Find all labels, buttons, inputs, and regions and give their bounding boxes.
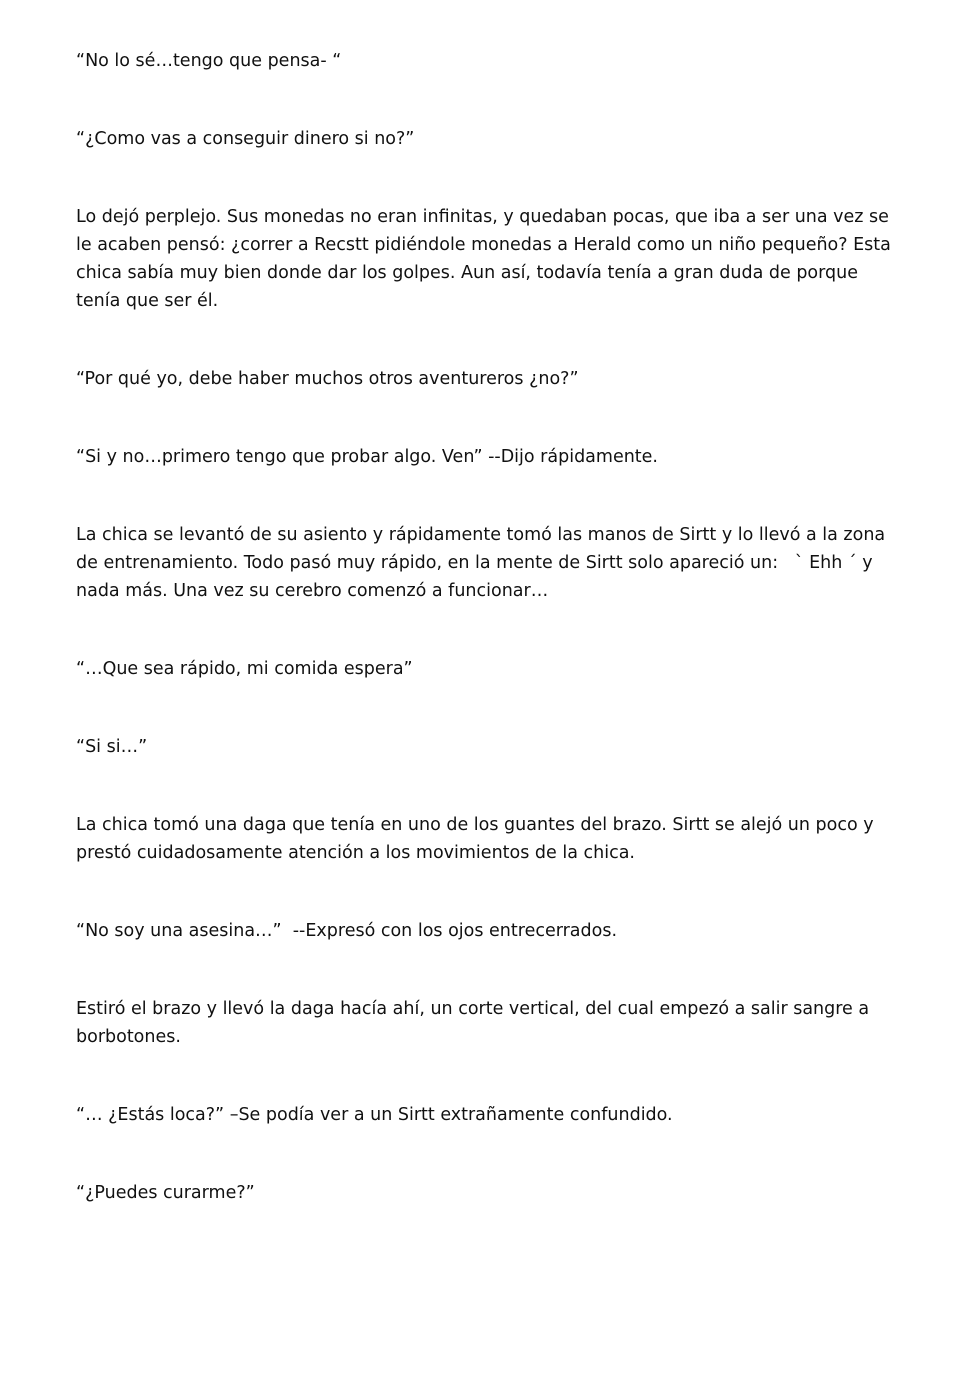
paragraph-13: “¿Puedes curarme?” xyxy=(76,1183,255,1203)
paragraph-2: “¿Como vas a conseguir dinero si no?” xyxy=(76,129,415,149)
paragraph-7: “…Que sea rápido, mi comida espera” xyxy=(76,659,413,679)
paragraph-1: “No lo sé…tengo que pensa- “ xyxy=(76,51,342,71)
paragraph-11: Estiró el brazo y llevó la daga hacía ahí, un corte vertical, del cual empezó a salir sangre a borbotones. xyxy=(76,999,870,1047)
paragraph-12: “… ¿Estás loca?” –Se podía ver a un Sirtt extrañamente confundido. xyxy=(76,1105,673,1125)
paragraph-6: La chica se levantó de su asiento y rápidamente tomó las manos de Sirtt y lo llevó a la zona de entrenamiento. Todo pasó muy rápido, en la mente de Sirtt solo apareció un: ` Ehh ´ y nada más. Una vez su cerebro comenzó a funcionar… xyxy=(76,525,891,601)
paragraph-5: “Si y no…primero tengo que probar algo. Ven” --Dijo rápidamente. xyxy=(76,447,658,467)
paragraph-4: “Por qué yo, debe haber muchos otros aventureros ¿no?” xyxy=(76,369,579,389)
paragraph-10: “No soy una asesina…” --Expresó con los ojos entrecerrados. xyxy=(76,921,618,941)
paragraph-3: Lo dejó perplejo. Sus monedas no eran infinitas, y quedaban pocas, que iba a ser una vez se le acaben pensó: ¿correr a Recstt pidiéndole monedas a Herald como un niño pequeño? Esta chica sabía muy bien donde dar los golpes. Aun así, todavía tenía a gran duda de porque tenía que ser él. xyxy=(76,207,891,311)
document-page xyxy=(76,47,896,1257)
paragraph-8: “Si si…” xyxy=(76,737,148,757)
paragraph-9: La chica tomó una daga que tenía en uno de los guantes del brazo. Sirtt se alejó un poco y prestó cuidadosamente atención a los movimientos de la chica. xyxy=(76,815,874,863)
